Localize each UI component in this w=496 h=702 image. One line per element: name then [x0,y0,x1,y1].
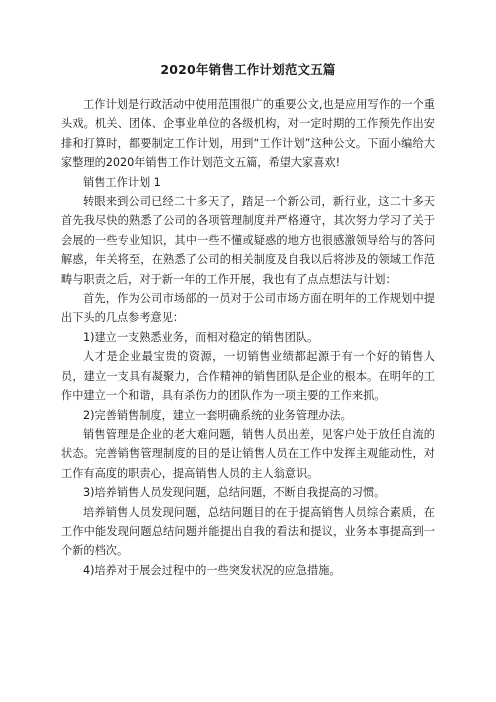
document-title: 2020年销售工作计划范文五篇 [160,62,336,77]
list-item: 2)完善销售制度，建立一套明确系统的业务管理办法。 [83,408,352,422]
body-paragraph: 转眼来到公司已经二十多天了，踏足一个新公司，新行业，这二十多天首先我尽快的熟悉了公司的各项管理制度并严格遵守，其次努力学习了关于会展的一些专业知识，其中一些不懂或疑惑的地方也很感激领导给与的答问解惑，年关将至，在熟悉了公司的相关制度及自我以后将涉及的领域工作范畴与职责之后，对于新一年的工作开展，我也有了点点想法与计划： [61,195,435,286]
body-paragraph: 人才是企业最宝贵的资源，一切销售业绩都起源于有一个好的销售人员，建立一支具有凝聚力，合作精神的销售团队是企业的根本。在明年的工作中建立一个和谐，具有杀伤力的团队作为一项主要的工作来抓。 [61,350,435,403]
list-item: 1)建立一支熟悉业务，而相对稳定的销售团队。 [83,330,319,344]
body-paragraph: 首先，作为公司市场部的一员对于公司市场方面在明年的工作规划中提出下头的几点参考意见： [61,292,435,325]
body-paragraph: 培养销售人员发现问题，总结问题目的在于提高销售人员综合素质，在工作中能发现问题总结问题并能提出自我的看法和提议，业务本事提高到一个新的档次。 [61,505,435,558]
document-page [61,62,435,580]
body-paragraph: 销售管理是企业的老大难问题，销售人员出差，见客户处于放任自流的状态。完善销售管理制度的目的是让销售人员在工作中发挥主观能动性，对工作有高度的职责心，提高销售人员的主人翁意识。 [61,427,435,480]
list-item: 4)培养对于展会过程中的一些突发状况的应急措施。 [83,563,341,577]
intro-paragraph: 工作计划是行政活动中使用范围很广的重要公文,也是应用写作的一个重头戏。机关、团体、企事业单位的各级机构，对一定时期的工作预先作出安排和打算时，都要制定工作计划，用到“工作计划”这种公文。下面小编给大家整理的2020年销售工作计划范文五篇，希望大家喜欢! [61,98,435,170]
section-heading: 销售工作计划 1 [83,175,161,189]
list-item: 3)培养销售人员发现问题，总结问题，不断自我提高的习惯。 [83,486,386,500]
